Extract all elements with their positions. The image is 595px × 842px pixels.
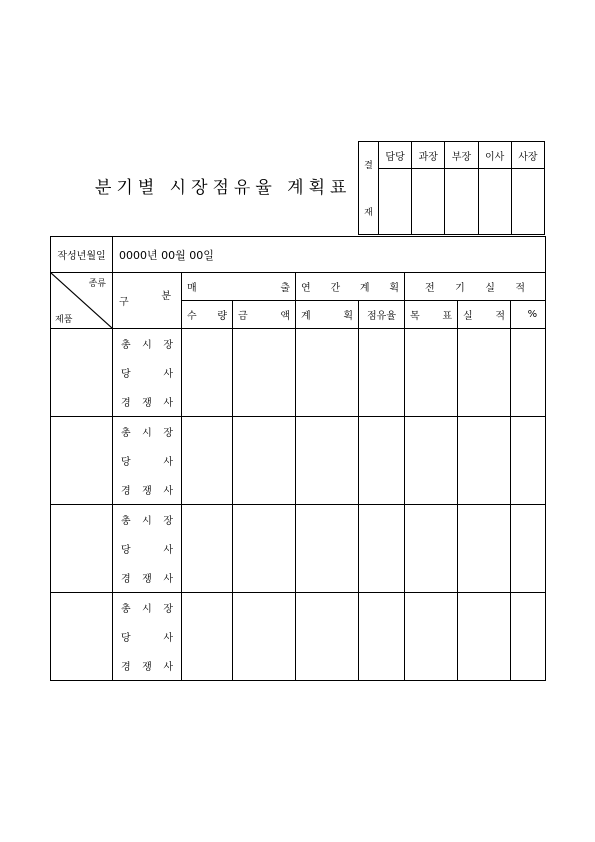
qty-header: 수 량 [182, 301, 233, 329]
diagonal-header-cell [51, 273, 113, 329]
value-cell[interactable] [233, 505, 296, 593]
value-cell[interactable] [359, 417, 405, 505]
product-block-row [51, 417, 546, 505]
approval-sign-cell[interactable] [478, 169, 511, 235]
product-name-cell[interactable] [51, 505, 113, 593]
date-value[interactable]: 0000년 00월 00일 [113, 237, 546, 273]
amount-header: 금 액 [233, 301, 296, 329]
value-cell[interactable] [182, 593, 233, 681]
approval-sign-cell[interactable] [412, 169, 445, 235]
approval-label: 결 재 [359, 142, 379, 235]
value-cell[interactable] [405, 593, 458, 681]
annual-plan-group-header: 연 간 계 획 [296, 273, 405, 301]
value-cell[interactable] [296, 417, 359, 505]
value-cell[interactable] [296, 329, 359, 417]
diag-bottom-label: 제품 [55, 315, 73, 325]
row-label-cell [113, 505, 182, 593]
row-label: 총 시 장 [121, 428, 173, 439]
approval-role: 담당 [379, 142, 412, 169]
prev-result-group-header: 전 기 실 적 [405, 273, 546, 301]
share-header: 점유율 [359, 301, 405, 329]
row-label: 총 시 장 [121, 516, 173, 527]
row-label: 경 쟁 사 [121, 662, 173, 673]
row-label-cell [113, 329, 182, 417]
diag-top-label: 종류 [88, 279, 106, 289]
value-cell[interactable] [511, 417, 546, 505]
approval-role: 이사 [478, 142, 511, 169]
page-title: 분기별 시장점유율 계획표 [95, 178, 352, 198]
approval-role: 사장 [511, 142, 544, 169]
value-cell[interactable] [233, 329, 296, 417]
value-cell[interactable] [359, 329, 405, 417]
plan-header: 계 획 [296, 301, 359, 329]
row-label: 경 쟁 사 [121, 486, 173, 497]
value-cell[interactable] [296, 505, 359, 593]
value-cell[interactable] [359, 505, 405, 593]
product-name-cell[interactable] [51, 593, 113, 681]
value-cell[interactable] [359, 593, 405, 681]
value-cell[interactable] [458, 593, 511, 681]
row-label: 당 사 [121, 457, 173, 468]
value-cell[interactable] [458, 329, 511, 417]
value-cell[interactable] [182, 329, 233, 417]
actual-header: 실 적 [458, 301, 511, 329]
value-cell[interactable] [511, 505, 546, 593]
row-label: 당 사 [121, 369, 173, 380]
value-cell[interactable] [511, 593, 546, 681]
row-label: 당 사 [121, 633, 173, 644]
product-block-row [51, 505, 546, 593]
approval-role: 과장 [412, 142, 445, 169]
product-name-cell[interactable] [51, 417, 113, 505]
approval-sign-cell[interactable] [511, 169, 544, 235]
product-block-row [51, 593, 546, 681]
row-label: 총 시 장 [121, 604, 173, 615]
approval-role: 부장 [445, 142, 478, 169]
approval-sign-cell[interactable] [379, 169, 412, 235]
row-label: 당 사 [121, 545, 173, 556]
value-cell[interactable] [405, 505, 458, 593]
value-cell[interactable] [182, 505, 233, 593]
row-label-cell [113, 593, 182, 681]
percent-header: % [511, 301, 546, 329]
value-cell[interactable] [296, 593, 359, 681]
approval-box [358, 141, 545, 235]
approval-sign-cell[interactable] [445, 169, 478, 235]
row-label: 경 쟁 사 [121, 574, 173, 585]
product-block-row [51, 329, 546, 417]
value-cell[interactable] [405, 329, 458, 417]
target-header: 목 표 [405, 301, 458, 329]
value-cell[interactable] [511, 329, 546, 417]
value-cell[interactable] [405, 417, 458, 505]
gubun-header: 구 분 [113, 273, 182, 329]
row-label-cell [113, 417, 182, 505]
product-name-cell[interactable] [51, 329, 113, 417]
row-label: 경 쟁 사 [121, 398, 173, 409]
value-cell[interactable] [233, 417, 296, 505]
row-label: 총 시 장 [121, 340, 173, 351]
value-cell[interactable] [233, 593, 296, 681]
value-cell[interactable] [182, 417, 233, 505]
value-cell[interactable] [458, 505, 511, 593]
plan-table [50, 236, 546, 681]
sales-group-header: 매 출 [182, 273, 296, 301]
value-cell[interactable] [458, 417, 511, 505]
date-label: 작성년월일 [51, 237, 113, 273]
